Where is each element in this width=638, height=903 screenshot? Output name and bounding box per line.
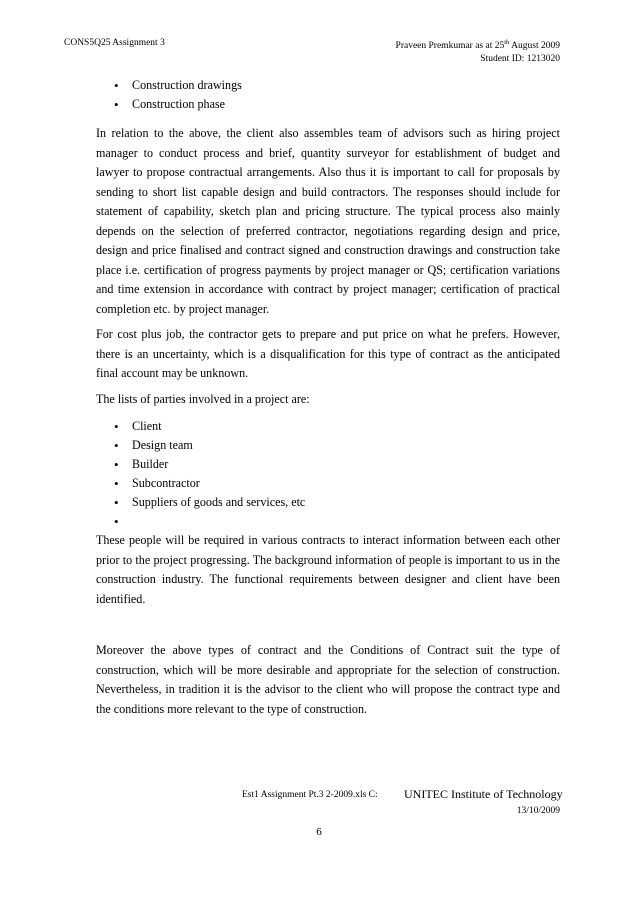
header-author-block (300, 36, 560, 66)
list-item (108, 493, 560, 512)
paragraph-cost-plus: For cost plus job, the contractor gets to prepare and put price on what he prefers. However, there is an uncertainty, which is a disqualification for this type of contract as the anticipated final account may be unknown. (96, 327, 560, 380)
list-item (108, 417, 560, 436)
list-item-text: Construction phase (132, 97, 226, 111)
list-item-text: Builder (132, 457, 169, 471)
header-student-id: Student ID: 1213020 (480, 54, 560, 65)
header-author-sup: th (504, 39, 510, 46)
list-item-text: Subcontractor (132, 476, 200, 490)
page-number: 6 (316, 826, 322, 838)
footer-file-name: Est1 Assignment Pt.3 2-2009.xls C: (242, 790, 378, 800)
list-item (108, 436, 560, 455)
bullet-icon: • (114, 457, 119, 472)
list-item (108, 95, 560, 114)
list-item (108, 474, 560, 493)
top-bullet-list (96, 76, 560, 114)
list-item (108, 512, 560, 531)
paragraph-parties-intro: The lists of parties involved in a project are: (96, 391, 310, 406)
list-item (108, 76, 560, 95)
header-author-suffix: August 2009 (509, 41, 560, 52)
footer-date: 13/10/2009 (516, 806, 560, 816)
header-author-prefix: Praveen Premkumar as at 25 (395, 41, 505, 52)
paragraph-contracts-interaction: These people will be required in various contracts to interact information between each other prior to the project progressing. The background information of people is important to us in the construction industry. The functional requirements between designer and client have been identified. (96, 533, 560, 606)
parties-list (96, 417, 560, 531)
list-item (108, 455, 560, 474)
header-course-code: CONS5Q25 Assignment 3 (64, 38, 165, 48)
bullet-icon: • (114, 476, 119, 491)
bullet-icon: • (114, 495, 119, 510)
bullet-icon: • (114, 438, 119, 453)
list-item-text: Suppliers of goods and services, etc (132, 495, 306, 509)
list-item-text: Design team (132, 438, 193, 452)
bullet-icon: • (114, 419, 119, 434)
bullet-icon: • (114, 97, 119, 112)
bullet-icon: • (114, 514, 119, 529)
header-author-date (300, 36, 560, 53)
page-content (96, 76, 560, 719)
list-item-text: Client (132, 419, 162, 433)
footer-institute: UNITEC Institute of Technology (404, 787, 563, 801)
list-item-text: Construction drawings (132, 78, 242, 92)
paragraph-advisors: In relation to the above, the client also assembles team of advisors such as hiring project manager to conduct process and brief, quantity surveyor for establishment of budget and lawyer to propose contractual arrangements. Also thus it is important to call for proposals by sending to short list capable design and build contractors. The responses should include for statement of capability, sketch plan and pricing structure. The typical process also mainly depends on the selection of preferred contractor, negotiations regarding design and price, design and price finalised and contract signed and construction drawings and construction take place i.e. certification of progress payments by project manager or QS; certification variations and time extension in accordance with contract by project manager; certification of practical completion etc. by project manager. (96, 126, 560, 316)
bullet-icon: • (114, 78, 119, 93)
paragraph-conditions-of-contract: Moreover the above types of contract and the Conditions of Contract suit the type of construction, which will be more desirable and appropriate for the selection of construction. Nevertheless, in tradition it is the advisor to the client who will propose the contract type and the conditions more relevant to the type of construction. (96, 643, 560, 716)
